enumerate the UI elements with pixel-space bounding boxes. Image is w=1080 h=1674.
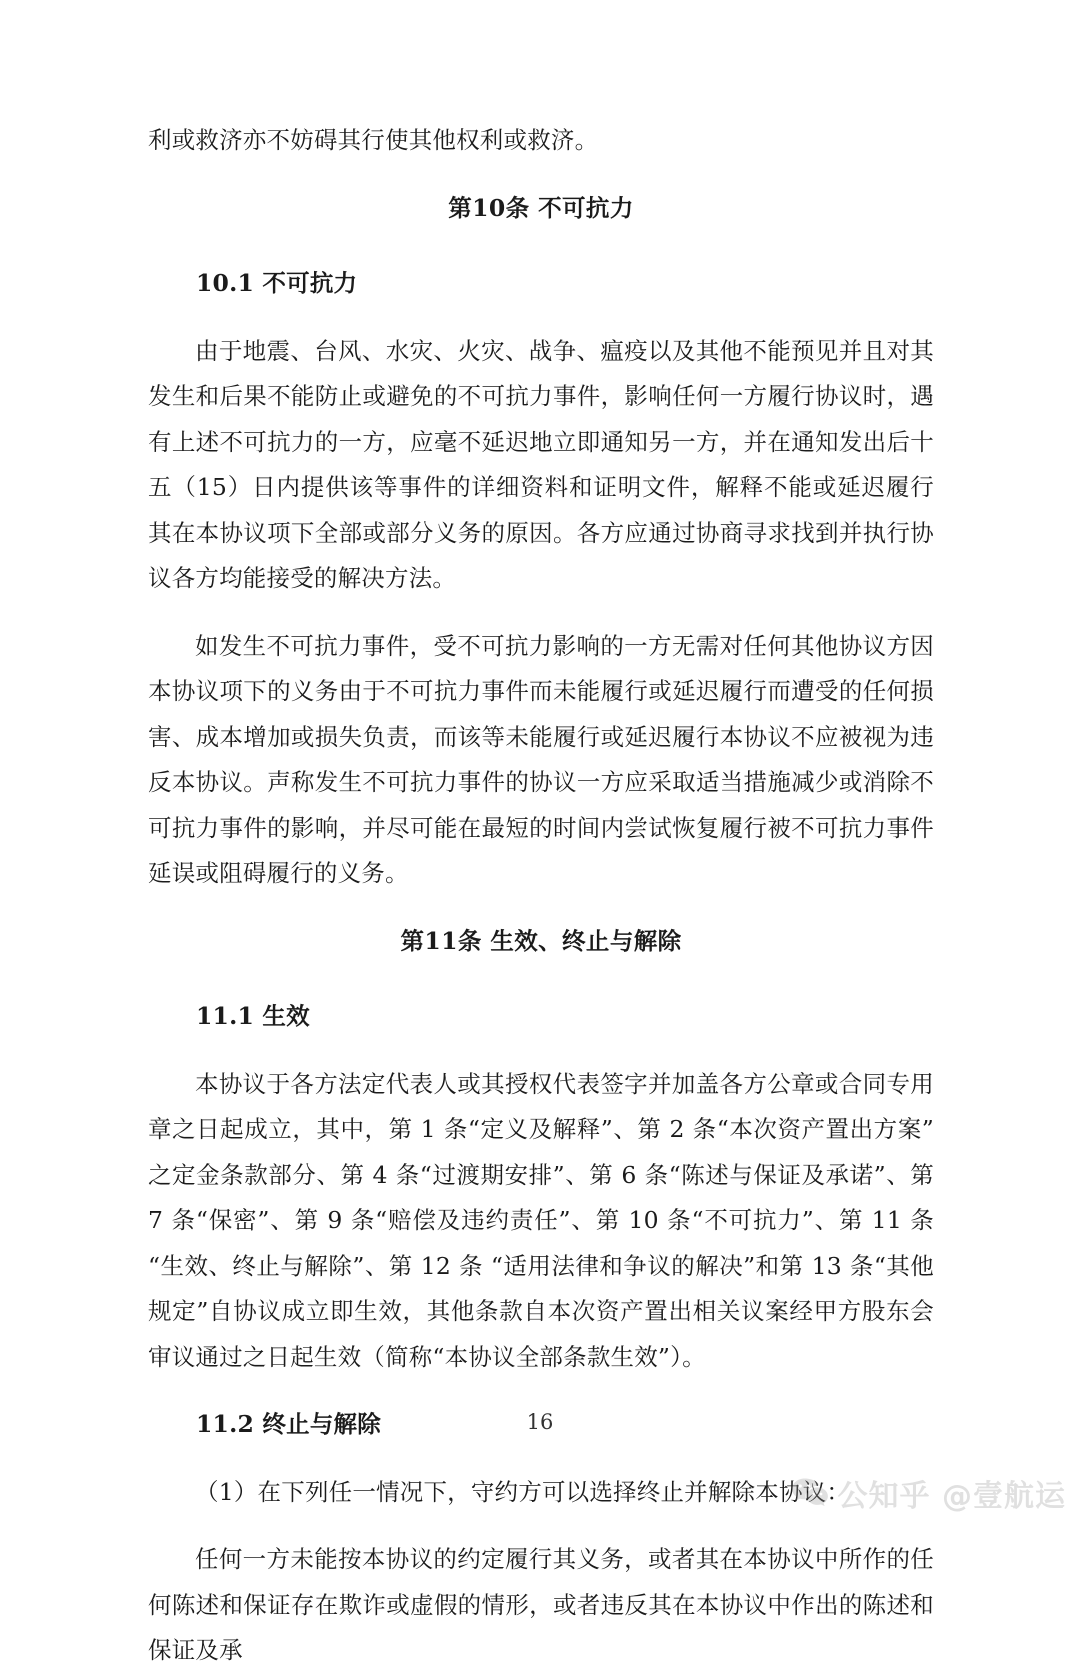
spacer: [148, 231, 934, 261]
spacer: [148, 1448, 934, 1470]
page-number: 16: [526, 1410, 554, 1434]
spacer: [148, 1515, 934, 1537]
section-11-1-heading: 11.1 生效: [196, 1002, 310, 1030]
section-10-1-paragraph-1: 由于地震、台风、水灾、火灾、战争、瘟疫以及其他不能预见并且对其发生和后果不能防止或避免的不可抗力事件，影响任何一方履行协议时，遇有上述不可抗力的一方，应毫不延迟地立即通知另一方，并在通知发出后十五（15）日内提供该等事件的详细资料和证明文件，解释不能或延迟履行其在本协议项下全部或部分义务的原因。各方应通过协商寻求找到并执行协议各方均能接受的解决方法。: [148, 336, 934, 592]
paragraph-carryover: 利或救济亦不妨碍其行使其他权利或救济。: [148, 126, 599, 154]
spacer: [148, 897, 934, 919]
section-11-2-item-1: （1）在下列任一情况下，守约方可以选择终止并解除本协议：: [195, 1477, 851, 1506]
spacer: [148, 164, 934, 186]
spacer: [148, 1380, 934, 1402]
clause-11-heading: 第11条 生效、终止与解除: [400, 926, 682, 955]
watermark: [791, 1471, 1066, 1515]
wechat-icon: [791, 1477, 829, 1509]
page-content: [148, 118, 934, 1674]
spacer: [148, 602, 934, 624]
watermark-text: 公知乎 @壹航运: [837, 1479, 1066, 1514]
section-11-2-heading: 11.2 终止与解除: [196, 1410, 381, 1438]
section-11-2-item-1-body: 任何一方未能按本协议的约定履行其义务，或者其在本协议中所作的任何陈述和保证存在欺诈或虚假的情形，或者违反其在本协议中作出的陈述和保证及承: [148, 1545, 934, 1664]
section-10-1-paragraph-2: 如发生不可抗力事件，受不可抗力影响的一方无需对任何其他协议方因本协议项下的义务由于不可抗力事件而未能履行或延迟履行而遭受的任何损害、成本增加或损失负责，而该等未能履行或延迟履行本协议不应被视为违反本协议。声称发生不可抗力事件的协议一方应采取适当措施减少或消除不可抗力事件的影响，并尽可能在最短的时间内尝试恢复履行被不可抗力事件延误或阻碍履行的义务。: [148, 631, 934, 887]
spacer: [148, 964, 934, 994]
section-10-1-heading: 10.1 不可抗力: [196, 269, 358, 297]
spacer: [148, 307, 934, 329]
spacer: [148, 1040, 934, 1062]
clause-10-heading: 第10条 不可抗力: [448, 193, 634, 222]
section-11-1-paragraph-1: 本协议于各方法定代表人或其授权代表签字并加盖各方公章或合同专用章之日起成立，其中，第 1 条“定义及解释”、第 2 条“本次资产置出方案”之定金条款部分、第 4 条“过渡期安排”、第 6 条“陈述与保证及承诺”、第 7 条“保密”、第 9 条“赔偿及违约责任”、第 10 条“不可抗力”、第 11 条“生效、终止与解除”、第 12 条 “适用法律和争议的解决”和第 13 条“其他规定”自协议成立即生效，其他条款自本次资产置出相关议案经甲方股东会审议通过之日起生效（简称“本协议全部条款生效”）。: [148, 1069, 934, 1371]
